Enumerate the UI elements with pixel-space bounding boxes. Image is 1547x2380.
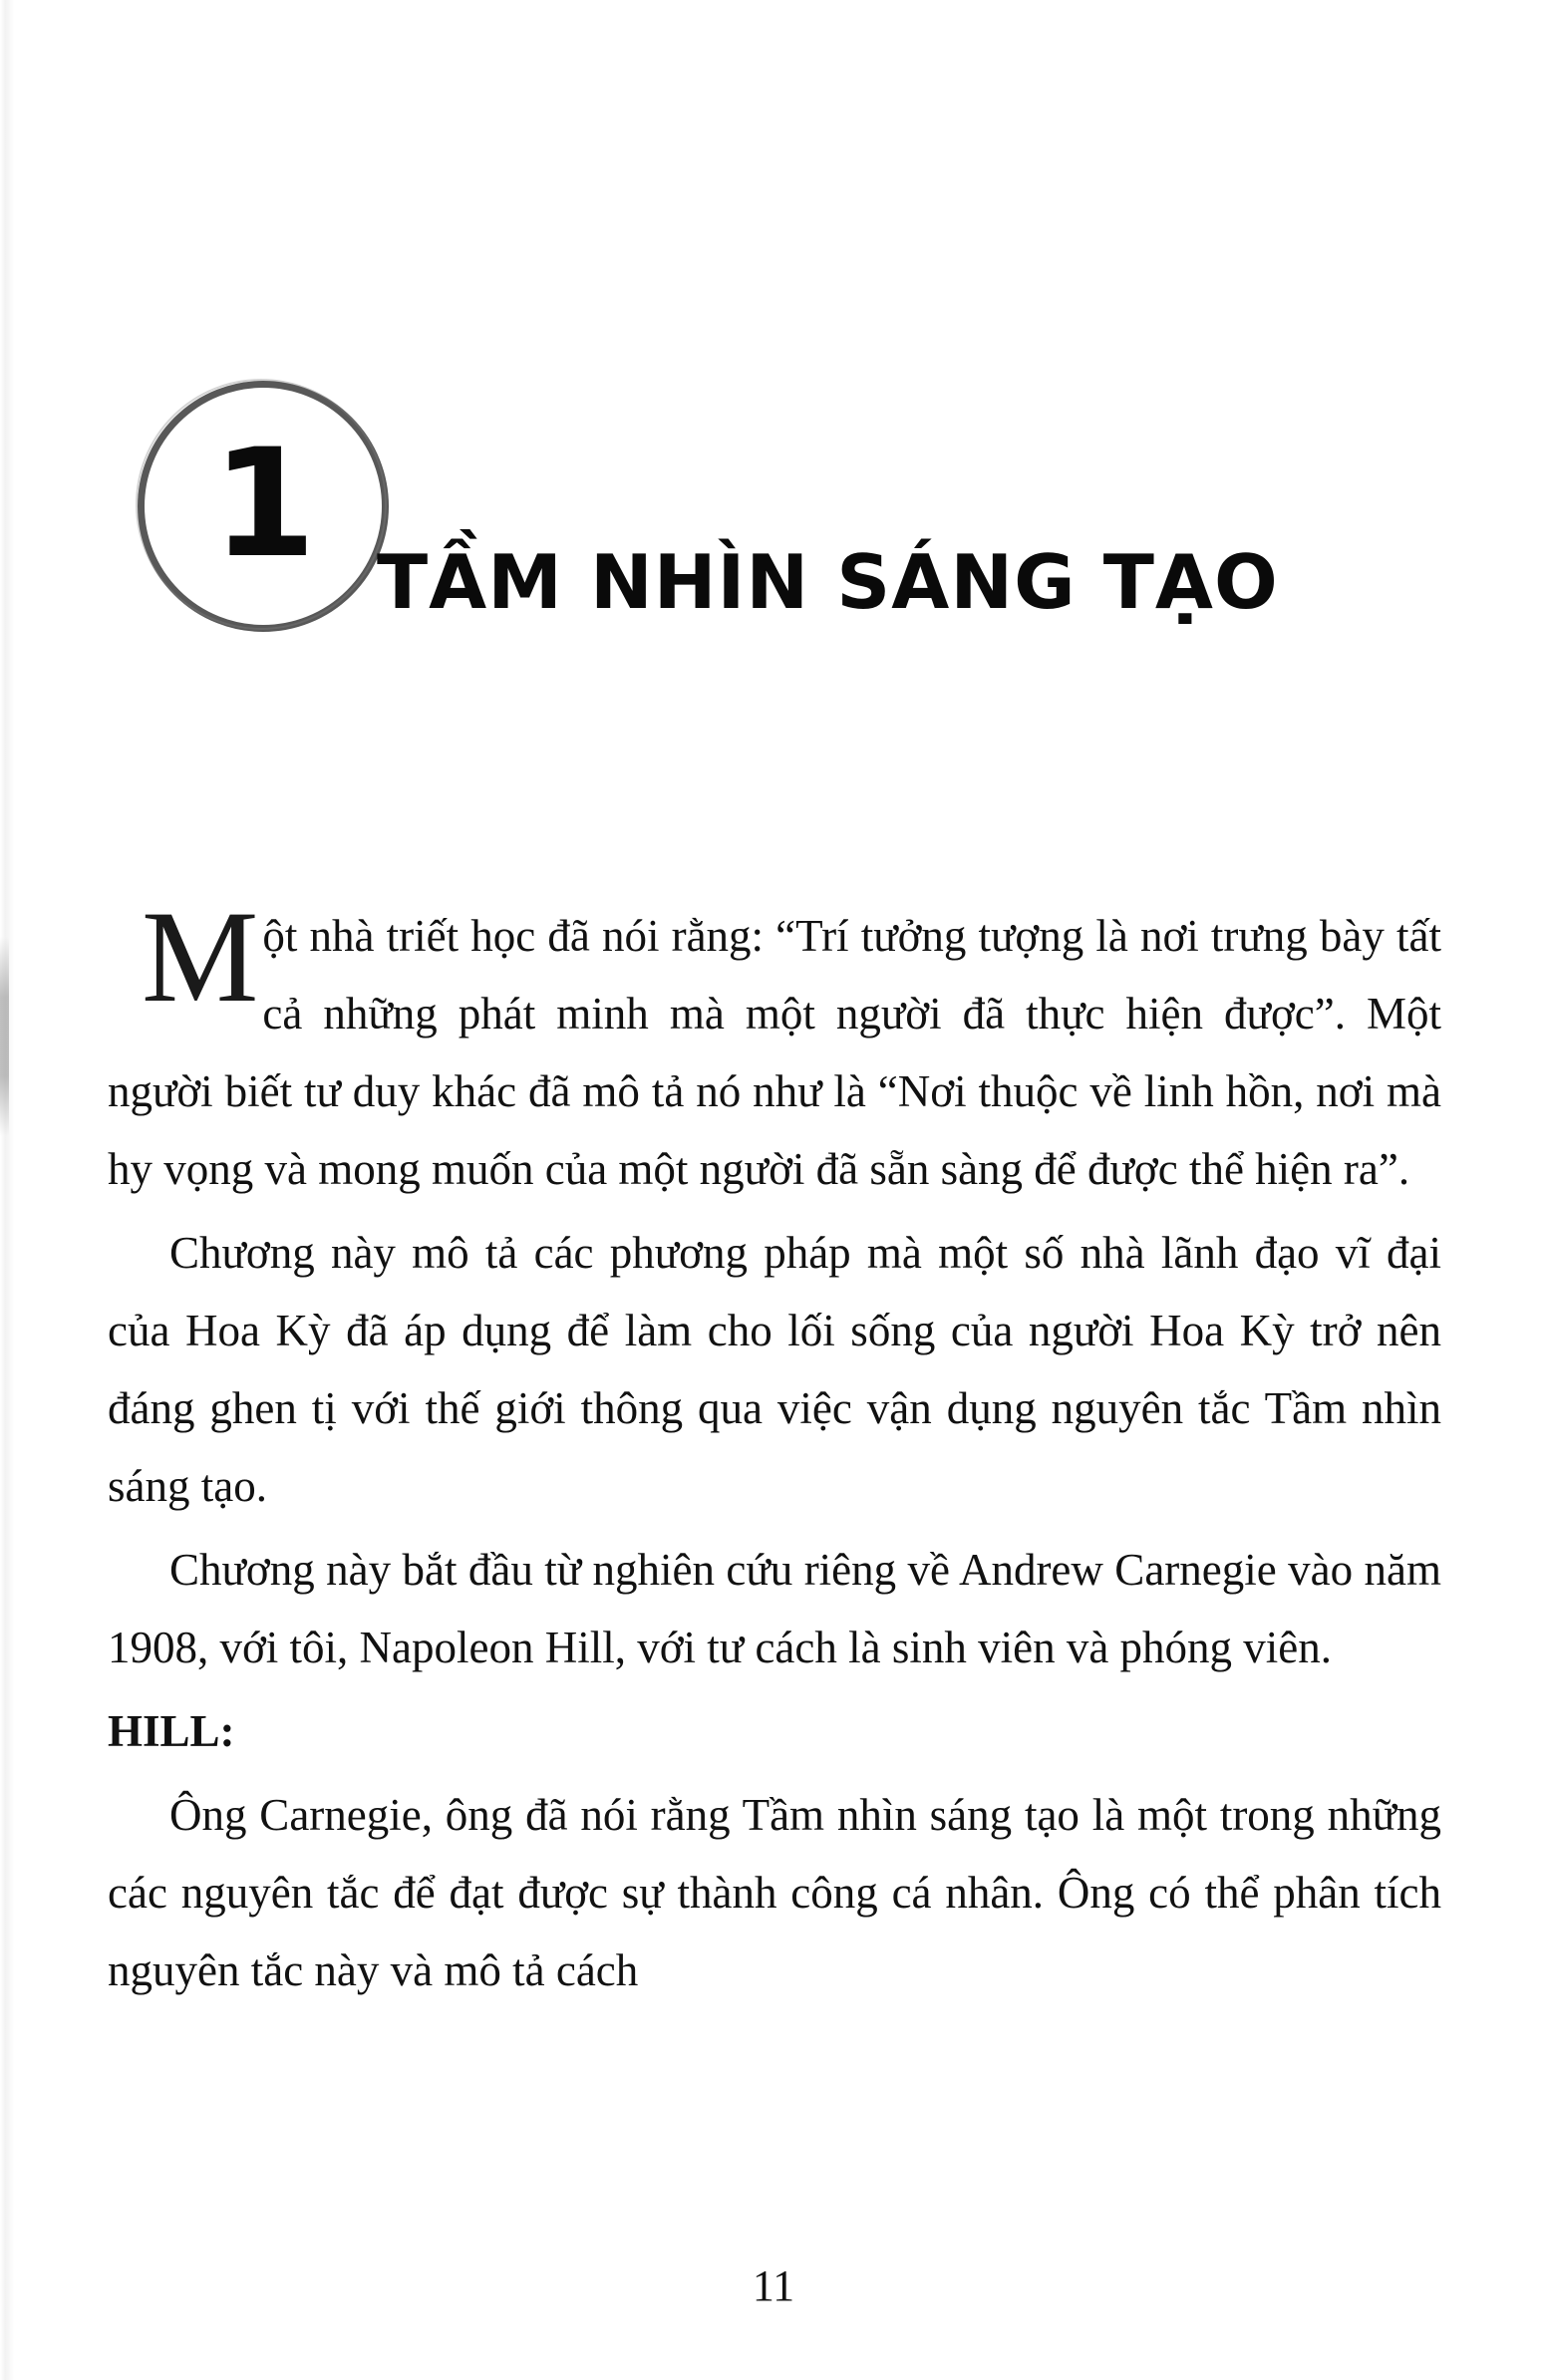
- speech-paragraph: Ông Carnegie, ông đã nói rằng Tầm nhìn sáng tạo là một trong những các nguyên tắc để đạt được sự thành công cá nhân. Ông có thể phân tích nguyên tắc này và mô tả cách: [108, 1790, 1441, 1995]
- page-number: 11: [752, 2261, 795, 2310]
- drop-cap-letter: M: [142, 883, 259, 1030]
- body-text: [108, 883, 1441, 2015]
- chapter-header: [110, 371, 1435, 670]
- paragraph-2: Chương này mô tả các phương pháp mà một số nhà lãnh đạo vĩ đại của Hoa Kỳ đã áp dụng để làm cho lối sống của người Hoa Kỳ trở nên đáng ghen tị với thế giới thông qua việc vận dụng nguyên tắc Tầm nhìn sáng tạo.: [108, 1228, 1441, 1511]
- paragraph-1-text: ột nhà triết học đã nói rằng: “Trí tưởng tượng là nơi trưng bày tất cả những phát minh mà một người đã thực hiện được”. Một người biết tư duy khác đã mô tả nó như là “Nơi thuộc về linh hồn, nơi mà hy vọng và mong muốn của một người đã sẵn sàng để được thể hiện ra”.: [108, 911, 1441, 1194]
- speaker-label: HILL:: [108, 1706, 235, 1756]
- paragraph-1: [108, 883, 1441, 1208]
- paragraph-3: Chương này bắt đầu từ nghiên cứu riêng về Andrew Carnegie vào năm 1908, với tôi, Napoleon Hill, với tư cách là sinh viên và phóng viên.: [108, 1545, 1441, 1672]
- chapter-number: 1: [211, 418, 315, 591]
- chapter-title: TẦM NHÌN SÁNG TẠO: [377, 538, 1279, 626]
- speaker-label-row: [108, 1692, 1441, 1770]
